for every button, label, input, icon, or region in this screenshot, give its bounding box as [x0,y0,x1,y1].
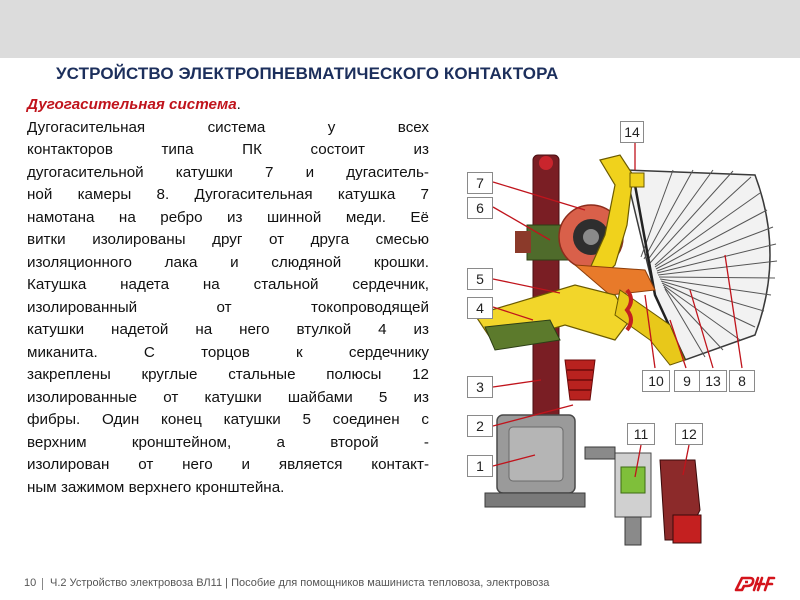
subhead-line [27,94,429,117]
footer-caption: Ч.2 Устройство электровоза ВЛ11 | Пособие для помощников машиниста тепловоза, электровоза [50,577,550,589]
contactor-diagram [455,115,785,555]
valve-stem [625,517,641,545]
callout-13: 13 [699,370,727,392]
rod-top-cap [539,156,553,170]
text-line: намотана на ребро из шинной меди. Её [27,208,429,226]
callout-10: 10 [642,370,670,392]
text-line: изолированные от катушки шайбами 5 из [27,388,429,406]
text-line: изолирован от него и является контакт- [27,456,429,473]
header-band [0,0,800,58]
callout-8: 8 [729,370,755,392]
callout-9: 9 [674,370,700,392]
page-number: 10 [24,577,37,589]
coil-pole [583,229,599,245]
subhead: Дугогасительная система [27,96,237,113]
body-text [27,94,429,499]
drive-cylinder [509,427,563,481]
text-line: верхним кронштейном, а второй - [27,433,429,451]
callout-12: 12 [675,423,703,445]
callout-3: 3 [467,376,493,398]
contactor-drawing [455,115,785,555]
text-line: закреплены круглые стальные полюсы 12 [27,366,429,383]
text-line: витки изолированы друг от друга смесью [27,231,429,248]
valve-pipe [585,447,615,459]
core-bolt [515,231,531,253]
bracket-terminal [673,515,701,543]
text-line: катушки надетой на него втулкой 4 из [27,321,429,338]
text-line: контакторов типа ПК состоит из [27,141,429,158]
text-line: ной камеры 8. Дугогасительная катушка 7 [27,186,429,203]
valve-coil [621,467,645,493]
text-line: изоляционного лака и слюдяной крошки. [27,253,429,271]
footer [0,568,800,600]
text-line: миканита. С торцов к сердечнику [27,343,429,361]
callout-1: 1 [467,455,493,477]
callout-6: 6 [467,197,493,219]
footer-caption-part1: Ч.2 Устройство электровоза ВЛ11 [50,577,223,589]
horn-tip [630,173,644,187]
rzd-logo [732,572,776,594]
callout-14: 14 [620,121,644,143]
text-line: фибры. Один конец катушки 5 соединен с [27,411,429,428]
drive-base [485,493,585,507]
text-line-last: ным зажимом верхнего кронштейна. [27,478,285,496]
callout-7: 7 [467,172,493,194]
slide-title: УСТРОЙСТВО ЭЛЕКТРОПНЕВМАТИЧЕСКОГО КОНТАКТОРА [56,64,559,83]
footer-separator [42,578,43,590]
text-line: Дугогасительная система у всех [27,118,429,136]
text-line: изолированный от токопроводящей [27,298,429,316]
footer-caption-part2: Пособие для помощников машиниста тепловоза, электровоза [231,577,550,589]
text-line: Катушка надета на стальной сердечник, [27,276,429,293]
subhead-punct: . [236,96,241,113]
text-line: дугогасительной катушки 7 и дугаситель- [27,163,429,181]
callout-4: 4 [467,297,493,319]
callout-5: 5 [467,268,493,290]
callout-2: 2 [467,415,493,437]
callout-11: 11 [627,423,655,445]
